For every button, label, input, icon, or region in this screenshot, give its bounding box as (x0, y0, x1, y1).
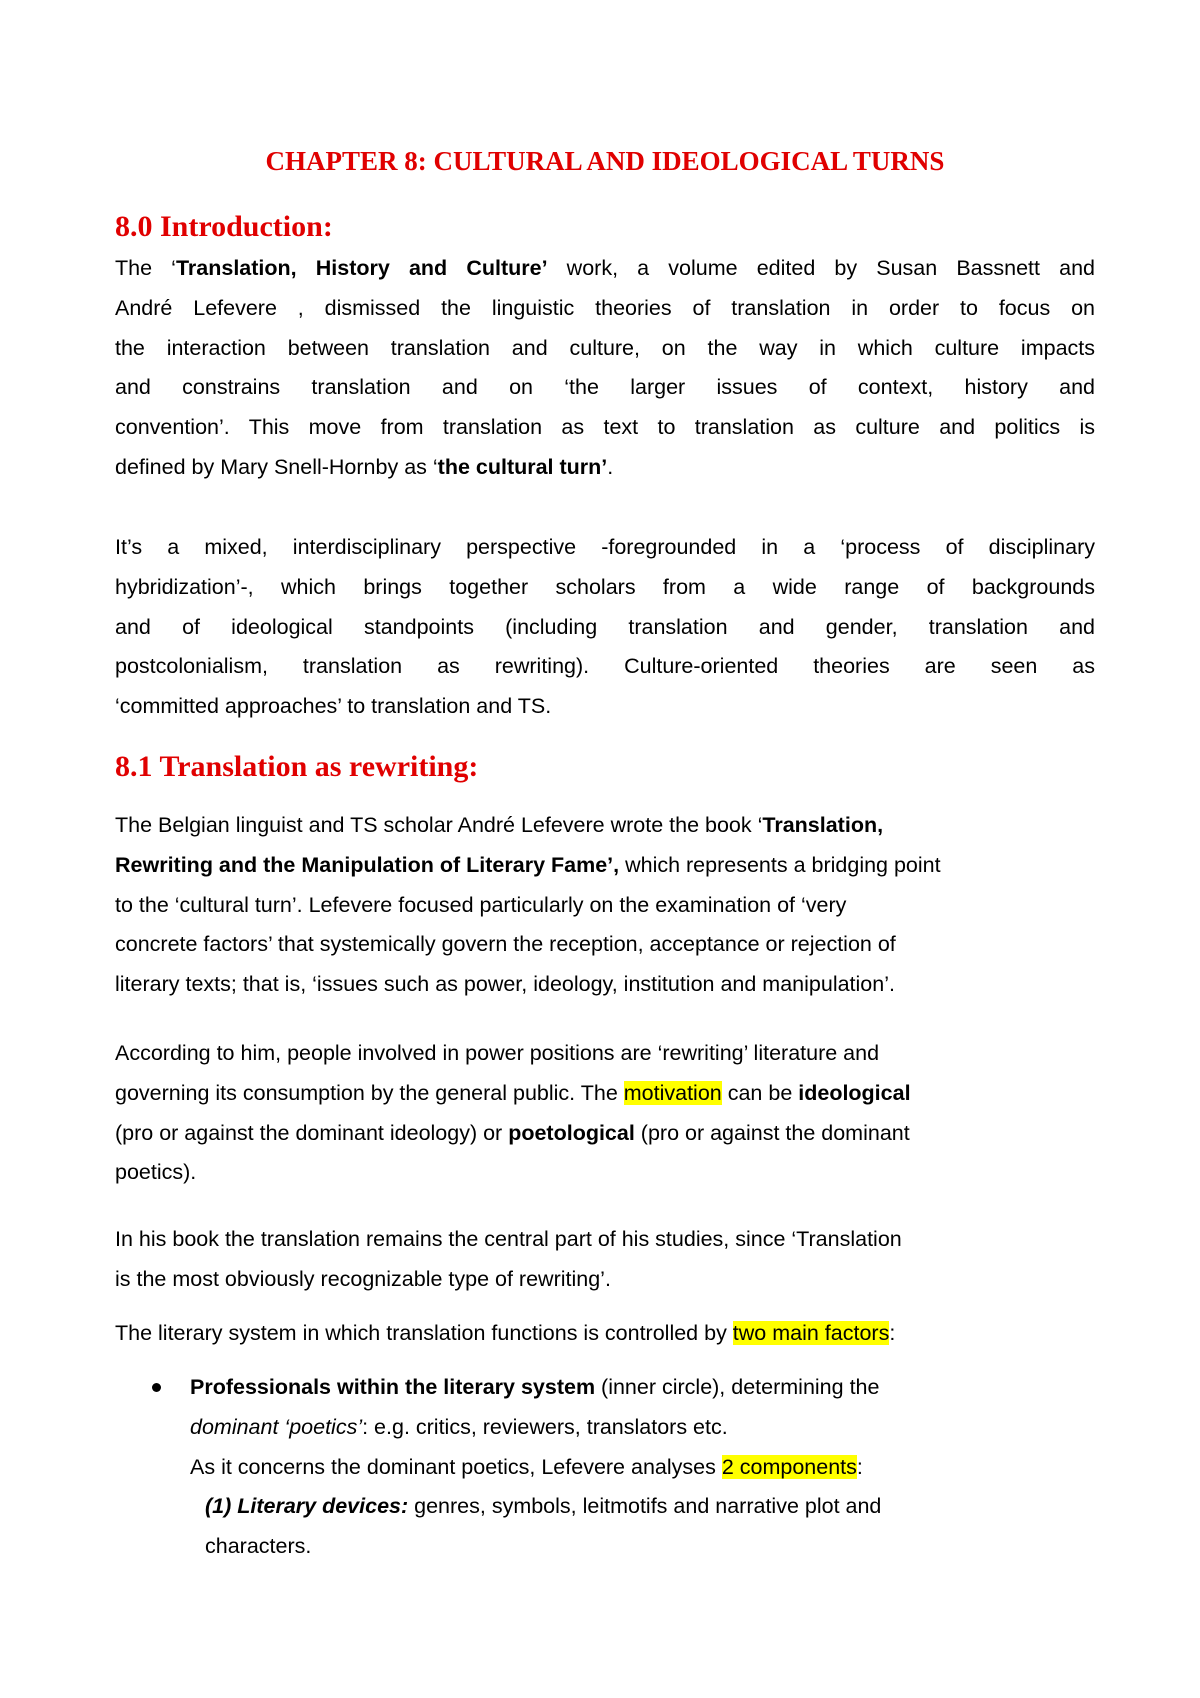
factors-list (115, 1368, 1095, 1567)
text-line: André Lefevere , dismissed the linguistic theories of translation in order to focus on (115, 295, 1095, 320)
text-line: In his book the translation remains the central part of his studies, since ‘Translation (115, 1227, 902, 1251)
text-line: As it concerns the dominant poetics, Lefevere analyses 2 components: (190, 1454, 863, 1479)
text-line: (pro or against the dominant ideology) or poetological (pro or against the dominant (115, 1120, 910, 1145)
highlight-2-components: 2 components (721, 1454, 857, 1479)
text-line: convention’. This move from translation as text to translation as culture and politics is (115, 415, 1095, 440)
text-line: concrete factors’ that systemically govern the reception, acceptance or rejection of (115, 932, 896, 957)
text-line: postcolonialism, translation as rewriting). Culture-oriented theories are seen as (115, 654, 1095, 679)
text-line: According to him, people involved in power positions are ‘rewriting’ literature and (115, 1041, 880, 1065)
section-heading-introduction: 8.0 Introduction: (115, 210, 333, 243)
text-line: The literary system in which translation functions is controlled by two main factors: (115, 1321, 896, 1345)
text-line: hybridization’-, which brings together scholars from a wide range of backgrounds (115, 574, 1095, 599)
text-line: is the most obviously recognizable type of rewriting’. (115, 1266, 611, 1291)
text-line: characters. (205, 1534, 312, 1559)
text-line: to the ‘cultural turn’. Lefevere focused particularly on the examination of ‘very (115, 892, 847, 917)
text-line: The Belgian linguist and TS scholar André Lefevere wrote the book ‘Translation, (115, 813, 884, 837)
rewriting-paragraph-3 (115, 1220, 1095, 1300)
text-line: and constrains translation and on ‘the larger issues of context, history and (115, 375, 1095, 400)
text-line: Professionals within the literary system (inner circle), determining the (190, 1375, 880, 1399)
chapter-title: CHAPTER 8: CULTURAL AND IDEOLOGICAL TURNS (265, 146, 945, 176)
rewriting-paragraph-2 (115, 1034, 1095, 1193)
text-line: poetics). (115, 1160, 197, 1185)
intro-paragraph-1 (115, 249, 1095, 488)
text-line: defined by Mary Snell-Hornby as ‘the cultural turn’. (115, 454, 614, 479)
highlight-motivation: motivation (623, 1080, 722, 1105)
text-line: the interaction between translation and culture, on the way in which culture impacts (115, 335, 1095, 360)
text-line: Rewriting and the Manipulation of Literary Fame’, which represents a bridging point (115, 852, 941, 877)
text-line: The ‘Translation, History and Culture’ work, a volume edited by Susan Bassnett and (115, 256, 1095, 280)
text-line: ‘committed approaches’ to translation and TS. (115, 694, 552, 719)
list-item (115, 1368, 1095, 1567)
text-line: It’s a mixed, interdisciplinary perspective -foregrounded in a ‘process of disciplinary (115, 535, 1095, 559)
bullet-icon (152, 1383, 161, 1392)
section-heading-rewriting: 8.1 Translation as rewriting: (115, 750, 479, 783)
text-line: governing its consumption by the general public. The motivation can be ideological (115, 1080, 911, 1105)
text-line: (1) Literary devices: genres, symbols, leitmotifs and narrative plot and (205, 1494, 882, 1519)
rewriting-paragraph-1 (115, 806, 1095, 1005)
rewriting-paragraph-4 (115, 1314, 1095, 1354)
text-line: literary texts; that is, ‘issues such as power, ideology, institution and manipulation’. (115, 972, 895, 997)
intro-paragraph-2 (115, 528, 1095, 727)
text-line: dominant ‘poetics’: e.g. critics, reviewers, translators etc. (190, 1414, 728, 1439)
highlight-two-main-factors: two main factors (732, 1321, 890, 1345)
text-line: and of ideological standpoints (including translation and gender, translation and (115, 614, 1095, 639)
